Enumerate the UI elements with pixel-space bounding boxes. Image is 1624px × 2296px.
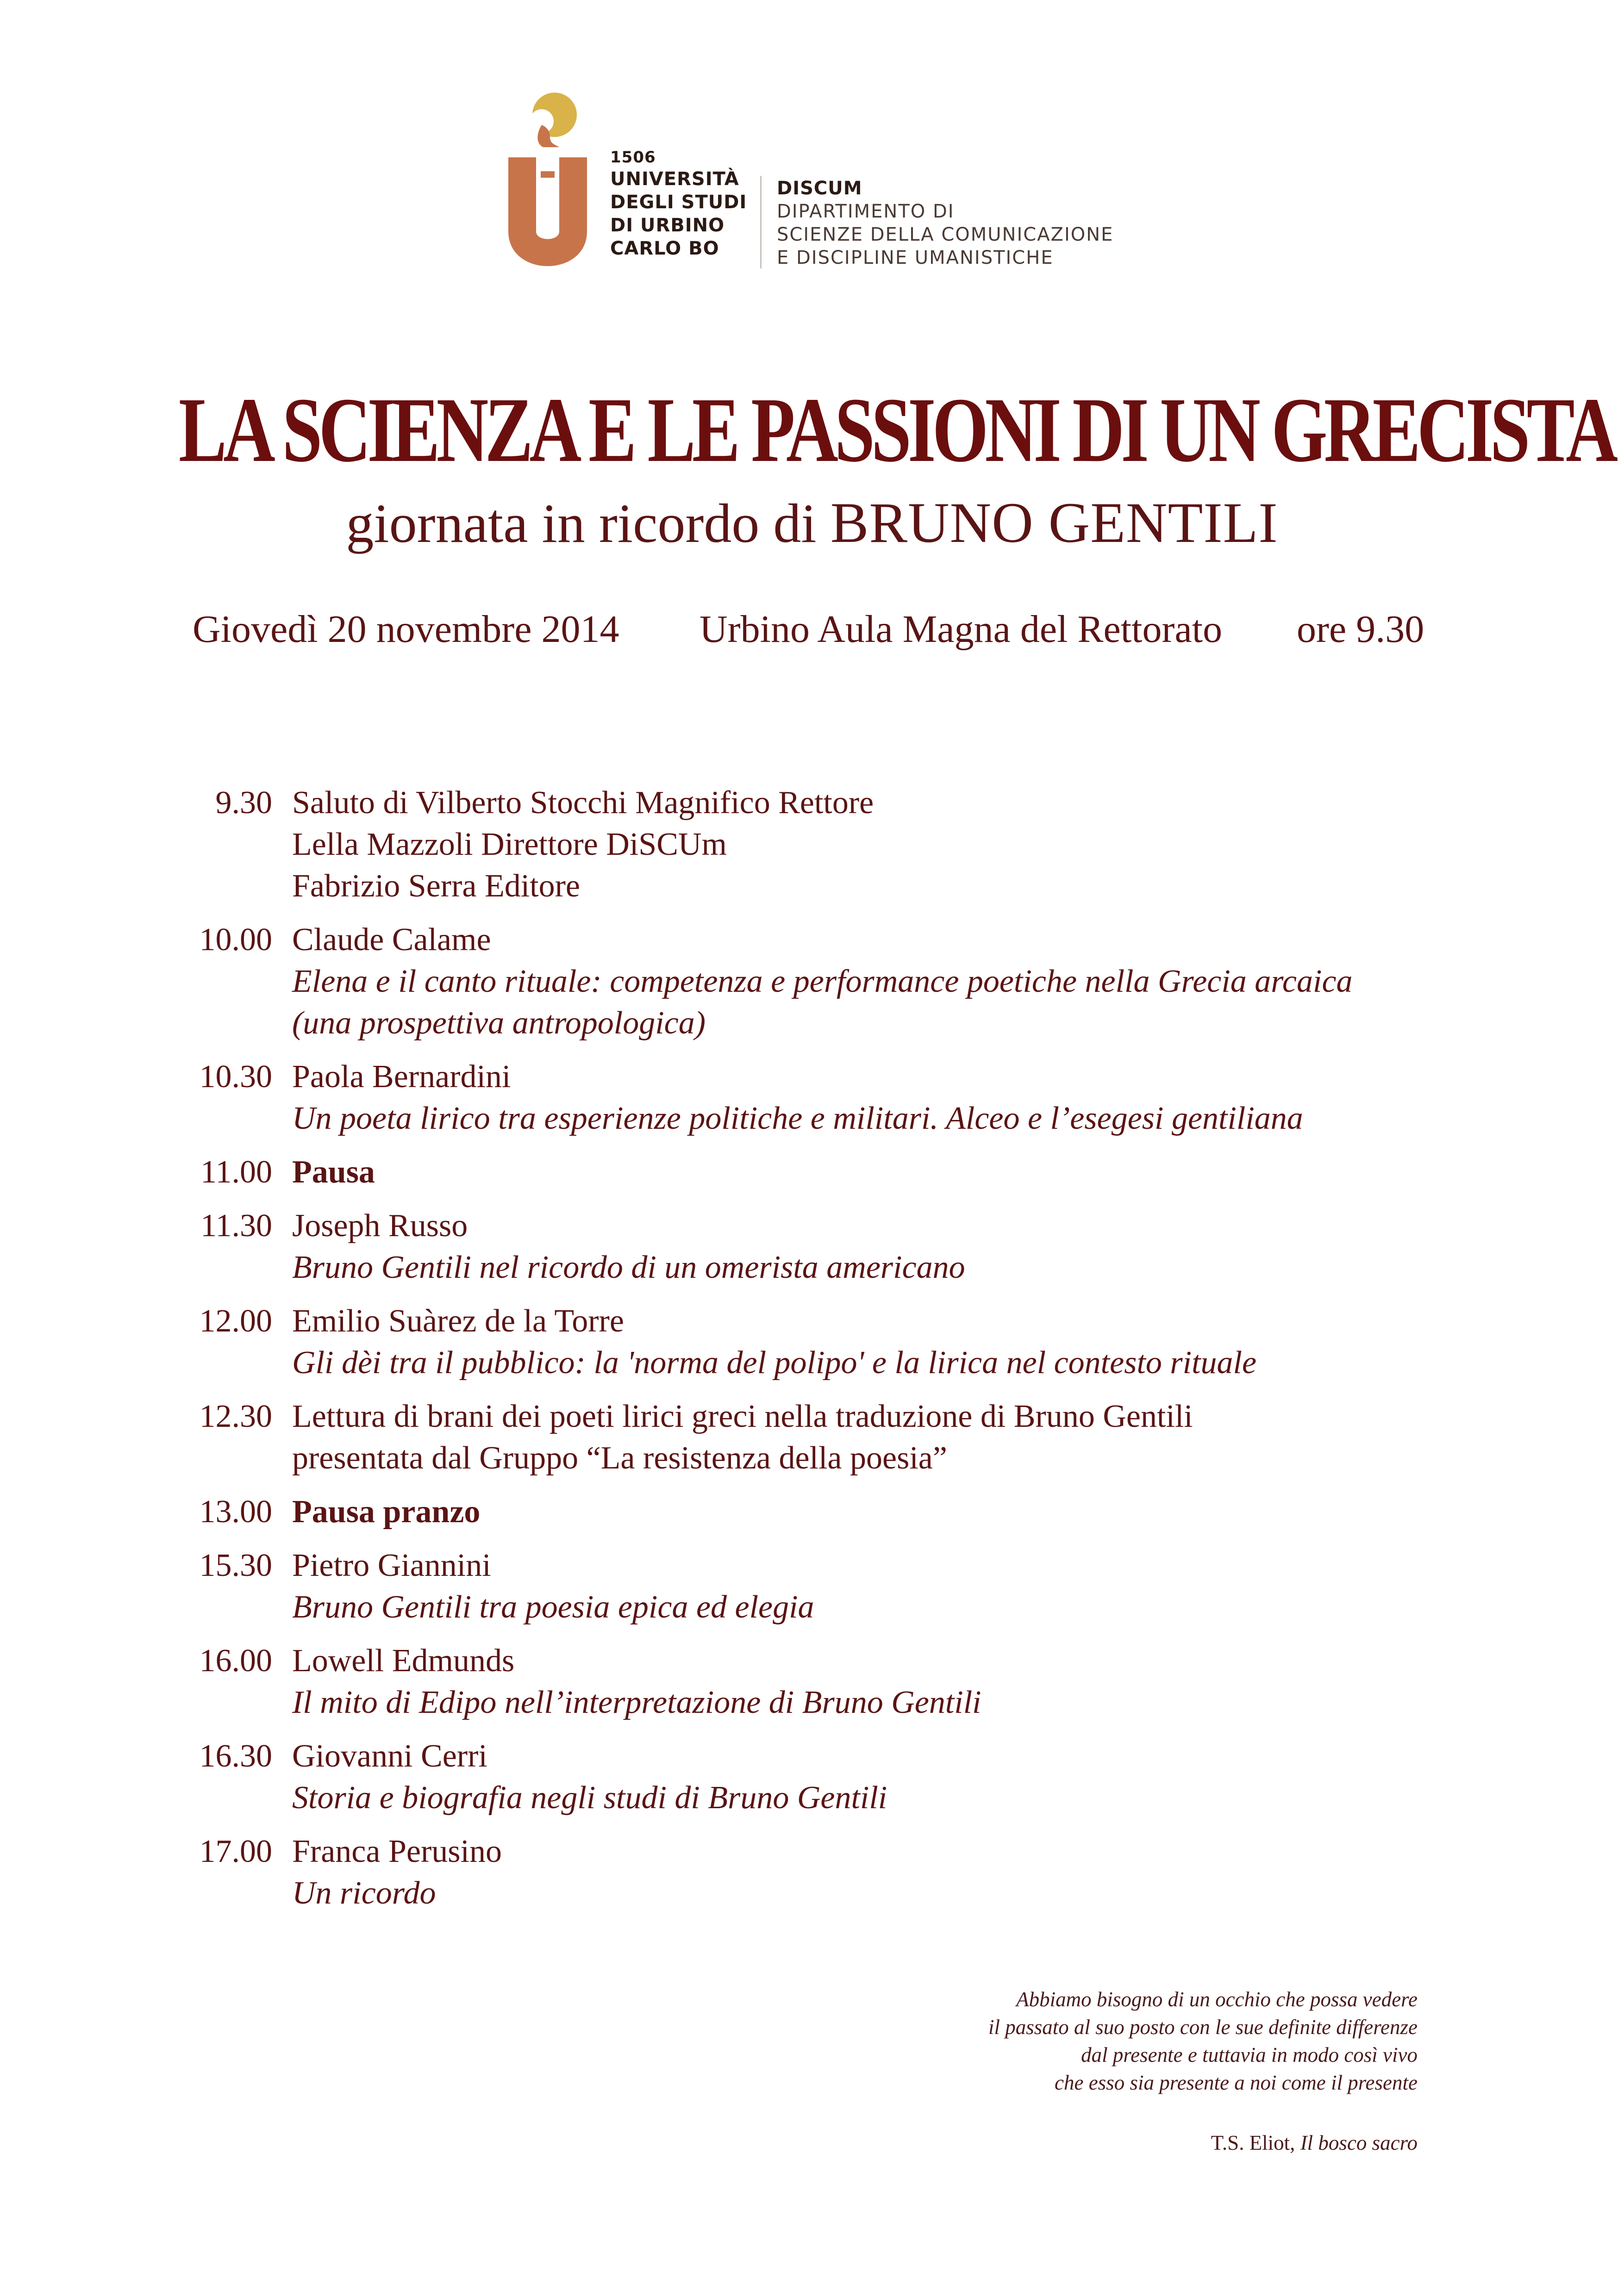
program-body: [292, 1491, 1443, 1533]
program-time: 16.00: [199, 1643, 272, 1679]
quote-line: che esso sia presente a noi come il presente: [1055, 2071, 1418, 2094]
closing-quote: [769, 1985, 1418, 2097]
speaker-name: Emilio Suàrez de la Torre: [292, 1303, 624, 1339]
program-entry: [193, 1640, 1443, 1724]
program-entry: [193, 919, 1443, 1044]
speaker-name: Franca Perusino: [292, 1834, 502, 1869]
speaker-name: Lettura di brani dei poeti lirici greci nella traduzione di Bruno Gentili: [292, 1399, 1193, 1434]
talk-title: Elena e il canto rituale: competenza e performance poetiche nella Grecia arcaica: [292, 964, 1353, 999]
program-entry: [193, 782, 1443, 907]
quote-line: Abbiamo bisogno di un occhio che possa vedere: [1016, 1988, 1418, 2011]
program-time: 15.30: [199, 1548, 272, 1583]
founding-year: 1506: [610, 148, 656, 167]
talk-title: Storia e biografia negli studi di Bruno Gentili: [292, 1780, 887, 1816]
program-time: 11.00: [200, 1154, 272, 1190]
program-body: [292, 1545, 1443, 1628]
program-entry: [193, 1205, 1443, 1288]
speaker-name: Claude Calame: [292, 922, 491, 958]
event-place: Urbino Aula Magna del Rettorato: [700, 608, 1223, 651]
program-body: [292, 1396, 1443, 1479]
speaker-name: Saluto di Vilberto Stocchi Magnifico Rettore: [292, 785, 874, 821]
program-body: [292, 782, 1443, 907]
program-time: 10.30: [199, 1059, 272, 1095]
program-entry: [193, 1151, 1443, 1193]
program-time: 12.00: [199, 1303, 272, 1339]
program-break: Pausa: [292, 1154, 375, 1190]
speaker-name: Pietro Giannini: [292, 1548, 491, 1583]
event-time: ore 9.30: [1297, 608, 1424, 651]
university-name-line: UNIVERSITÀ: [610, 168, 739, 190]
talk-title: Gli dèi tra il pubblico: la 'norma del polipo' e la lirica nel contesto rituale: [292, 1345, 1257, 1381]
program-body: [292, 919, 1443, 1044]
university-name: [610, 147, 747, 260]
page-title: LA SCIENZA E LE PASSIONI DI UN GRECISTA: [178, 379, 1615, 481]
program-body: [292, 1640, 1443, 1724]
university-name-line: CARLO BO: [610, 238, 719, 259]
university-logo: [504, 93, 1152, 278]
program-body: [292, 1205, 1443, 1288]
speaker-name: Paola Bernardini: [292, 1059, 511, 1095]
program-schedule: [193, 782, 1443, 1926]
program-body: [292, 1056, 1443, 1139]
talk-title: Un poeta lirico tra esperienze politiche e militari. Alceo e l’esegesi gentiliana: [292, 1101, 1303, 1136]
program-time: 16.30: [199, 1738, 272, 1774]
university-name-line: DI URBINO: [610, 215, 725, 236]
quote-line: dal presente e tuttavia in modo così vivo: [1081, 2043, 1418, 2066]
university-emblem-icon: [504, 93, 592, 273]
quote-author: T.S. Eliot,: [1211, 2131, 1295, 2154]
university-name-line: DEGLI STUDI: [610, 192, 747, 213]
program-entry: [193, 1545, 1443, 1628]
program-time: 17.00: [199, 1834, 272, 1869]
talk-title: Bruno Gentili nel ricordo di un omerista americano: [292, 1250, 965, 1285]
program-entry: [193, 1736, 1443, 1819]
talk-title: Il mito di Edipo nell’interpretazione di Bruno Gentili: [292, 1685, 981, 1720]
department-name-line: SCIENZE DELLA COMUNICAZIONE: [777, 224, 1114, 245]
honoree-name: BRUNO GENTILI: [830, 491, 1278, 554]
talk-title: Un ricordo: [292, 1875, 436, 1911]
speaker-name: Lowell Edmunds: [292, 1643, 515, 1679]
program-body: [292, 1300, 1443, 1384]
subtitle-prefix: giornata in ricordo di: [346, 492, 817, 554]
program-time: 9.30: [215, 785, 272, 821]
speaker-name: Fabrizio Serra Editore: [292, 868, 581, 904]
program-body: [292, 1736, 1443, 1819]
program-entry: [193, 1056, 1443, 1139]
program-body: [292, 1831, 1443, 1914]
program-entry: [193, 1396, 1443, 1479]
speaker-name: Lella Mazzoli Direttore DiSCUm: [292, 827, 727, 862]
quote-attribution: [955, 2129, 1418, 2157]
quote-work: Il bosco sacro: [1300, 2131, 1418, 2154]
talk-title: (una prospettiva antropologica): [292, 1005, 706, 1041]
department-acronym: DISCUM: [777, 178, 862, 199]
department-name-line: DIPARTIMENTO DI: [777, 201, 955, 222]
speaker-name: presentata dal Gruppo “La resistenza della poesia”: [292, 1440, 947, 1476]
program-body: [292, 1151, 1443, 1193]
event-date: Giovedì 20 novembre 2014: [193, 608, 619, 651]
program-time: 10.00: [199, 922, 272, 958]
talk-title: Bruno Gentili tra poesia epica ed elegia: [292, 1589, 814, 1625]
program-time: 12.30: [199, 1399, 272, 1434]
quote-line: il passato al suo posto con le sue definite differenze: [988, 2016, 1418, 2039]
logo-divider: [760, 176, 762, 268]
program-time: 13.00: [199, 1494, 272, 1530]
program-entry: [193, 1831, 1443, 1914]
speaker-name: Giovanni Cerri: [292, 1738, 487, 1774]
speaker-name: Joseph Russo: [292, 1208, 468, 1244]
department-name-line: E DISCIPLINE UMANISTICHE: [777, 247, 1054, 268]
department-name: [777, 177, 1113, 269]
page-subtitle: [0, 491, 1624, 556]
program-break: Pausa pranzo: [292, 1494, 481, 1530]
program-entry: [193, 1300, 1443, 1384]
program-time: 11.30: [200, 1208, 272, 1244]
program-entry: [193, 1491, 1443, 1533]
